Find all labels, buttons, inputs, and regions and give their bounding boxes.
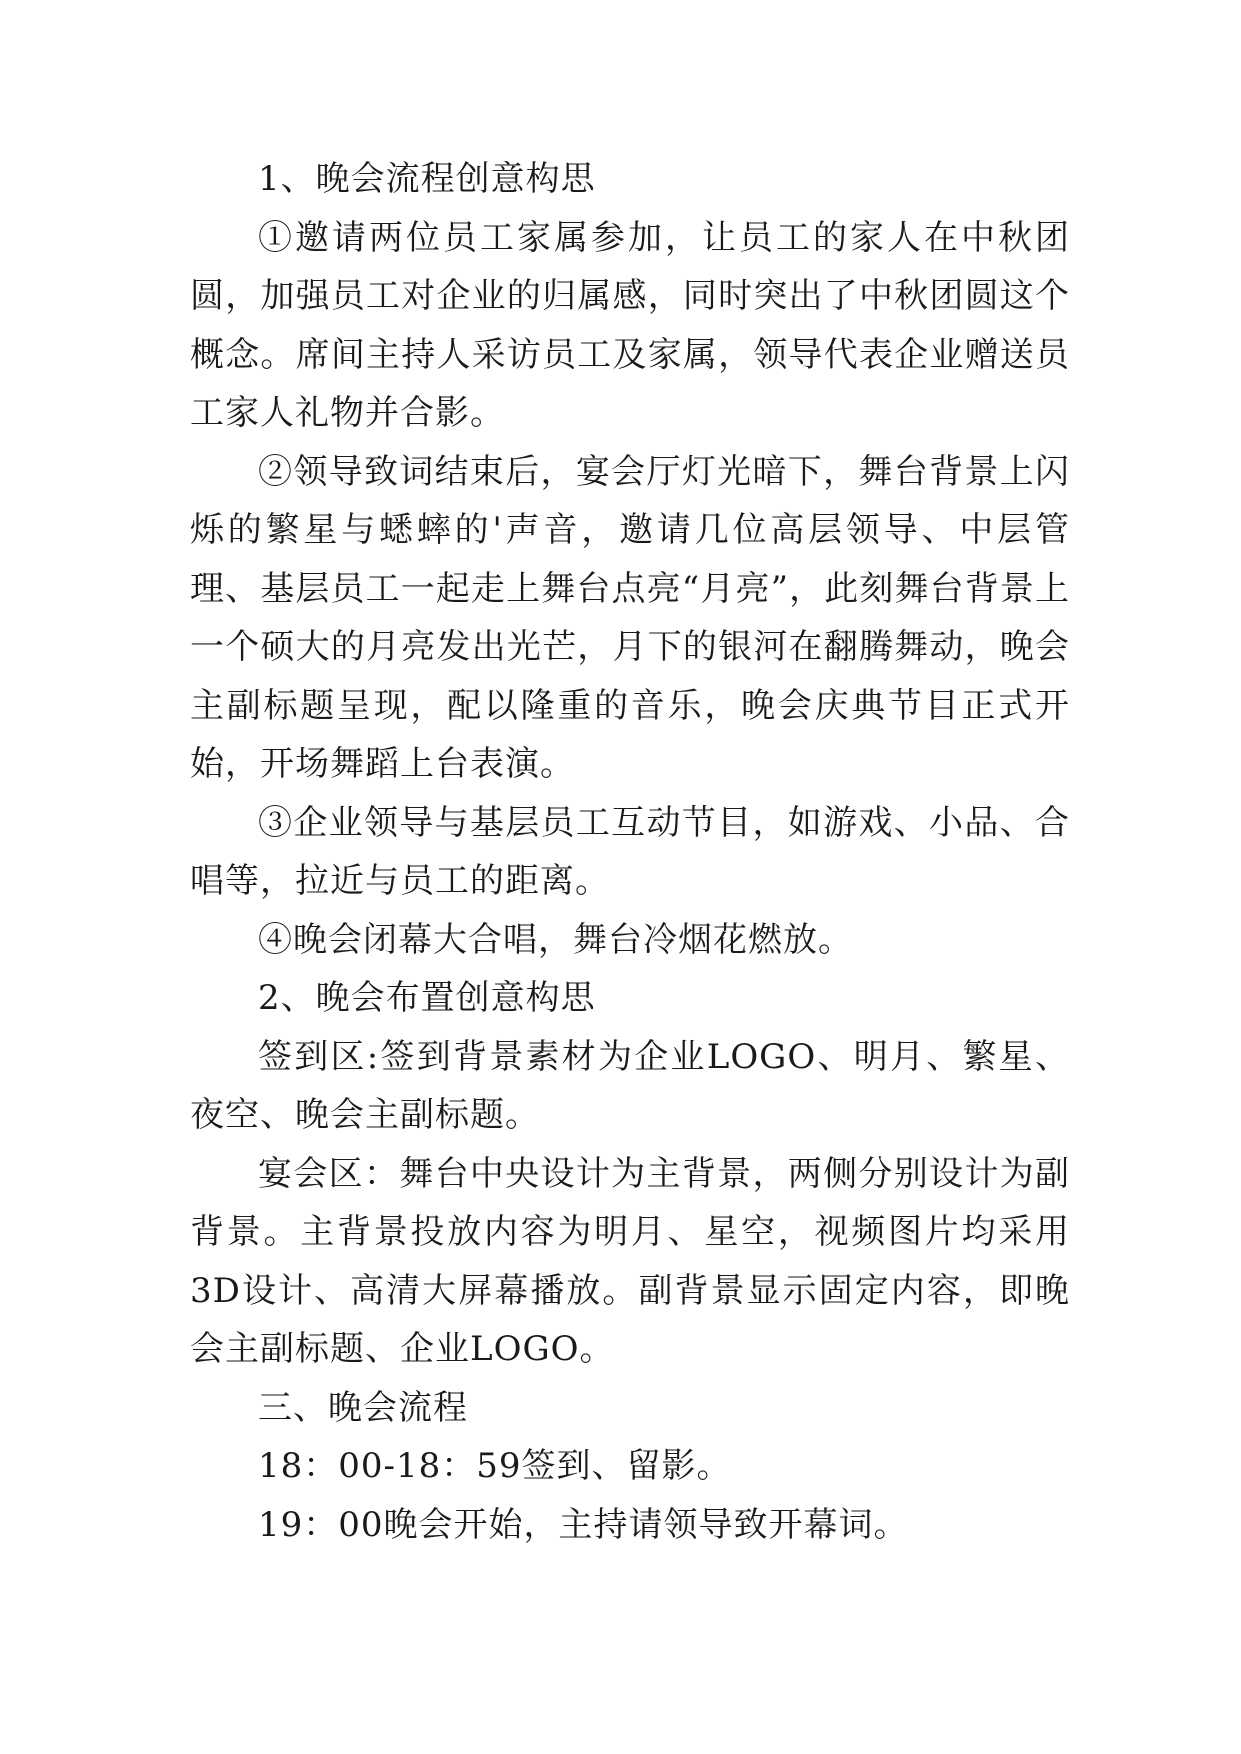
paragraph-interaction: ③企业领导与基层员工互动节目，如游戏、小品、合唱等，拉近与员工的距离。 (190, 802, 1070, 901)
document-page (190, 150, 1070, 1554)
schedule-item-signin: 18：00-18：59签到、留影。 (258, 1446, 732, 1486)
paragraph-family-invite: ①邀请两位员工家属参加，让员工的家人在中秋团圆，加强员工对企业的归属感，同时突出了中秋团圆这个概念。席间主持人采访员工及家属，领导代表企业赠送员工家人礼物并合影。 (190, 217, 1070, 433)
heading-layout-concept: 2、晚会布置创意构思 (258, 978, 596, 1018)
paragraph-closing-chorus: ④晚会闭幕大合唱，舞台冷烟花燃放。 (258, 919, 853, 960)
paragraph-signin-area: 签到区:签到背景素材为企业LOGO、明月、繁星、夜空、晚会主副标题。 (190, 1036, 1070, 1135)
paragraph-moon-lighting: ②领导致词结束后，宴会厅灯光暗下，舞台背景上闪烁的繁星与蟋蟀的'声音，邀请几位高层领导、中层管理、基层员工一起走上舞台点亮“月亮”，此刻舞台背景上一个硕大的月亮发出光芒，月下的银河在翻腾舞动，晚会主副标题呈现，配以隆重的音乐，晚会庆典节目正式开始，开场舞蹈上台表演。 (190, 451, 1070, 784)
schedule-item-opening: 19：00晚会开始，主持请领导致开幕词。 (258, 1504, 909, 1545)
heading-gala-schedule: 三、晚会流程 (258, 1387, 468, 1428)
paragraph-banquet-area: 宴会区：舞台中央设计为主背景，两侧分别设计为副背景。主背景投放内容为明月、星空，视频图片均采用3D设计、高清大屏幕播放。副背景显示固定内容，即晚会主副标题、企业LOGO。 (190, 1153, 1070, 1369)
heading-flow-concept: 1、晚会流程创意构思 (258, 159, 596, 199)
